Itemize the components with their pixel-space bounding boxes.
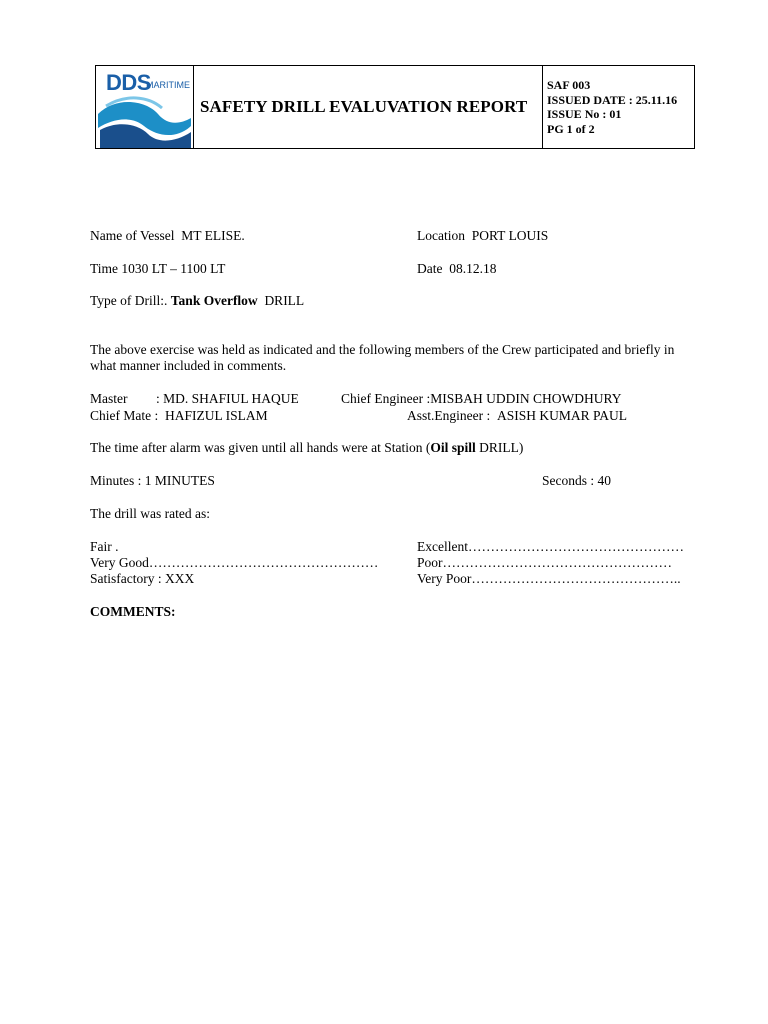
document-meta [543, 66, 694, 148]
asst-engineer-value: ASISH KUMAR PAUL [497, 408, 628, 423]
location-value: PORT LOUIS [471, 228, 549, 243]
chief-mate-value: HAFIZUL ISLAM [164, 408, 268, 423]
vessel-label: Name of Vessel [90, 228, 175, 243]
company-logo [96, 66, 194, 148]
alarm-time-line [90, 440, 523, 456]
alarm-prefix: The time after alarm was given until all hands were at Station ( [90, 440, 431, 455]
rating-fair: Fair . [90, 539, 119, 554]
drill-type-label: Type of Drill:. [90, 293, 168, 308]
chief-engineer-label: Chief Engineer : [341, 391, 431, 406]
chief-engineer-field [341, 391, 622, 407]
asst-engineer-label: Asst.Engineer : [407, 408, 491, 423]
master-field [90, 391, 299, 407]
drill-type-value: Tank Overflow [170, 293, 258, 308]
rating-very-poor: Very Poor……………………………………….. [417, 571, 681, 586]
master-label: Master [90, 391, 128, 406]
time-field [90, 261, 225, 277]
alarm-suffix: DRILL) [475, 440, 524, 455]
comments-heading: COMMENTS: [90, 604, 176, 619]
minutes-field: Minutes : 1 MINUTES [90, 473, 215, 488]
vessel-value: MT ELISE. [181, 228, 245, 243]
time-value: 1030 LT – 1100 LT [121, 261, 226, 276]
date-field [417, 261, 496, 277]
time-label: Time [90, 261, 119, 276]
chief-mate-label: Chief Mate : [90, 408, 159, 423]
chief-mate-field [90, 408, 268, 424]
rating-satisfactory: Satisfactory : XXX [90, 571, 195, 586]
chief-engineer-value: MISBAH UDDIN CHOWDHURY [430, 391, 622, 406]
seconds-field: Seconds : 40 [542, 473, 611, 488]
page-number: PG 1 of 2 [547, 121, 595, 136]
intro-line-2: what manner included in comments. [90, 358, 287, 373]
rating-very-good: Very Good…………………………………………… [90, 555, 379, 570]
date-label: Date [417, 261, 443, 276]
rating-excellent: Excellent………………………………………… [417, 539, 684, 554]
rating-poor: Poor…………………………………………… [417, 555, 673, 570]
report-title: SAFETY DRILL EVALUVATION REPORT [194, 66, 543, 148]
master-value: : MD. SHAFIUL HAQUE [156, 391, 299, 406]
location-label: Location [417, 228, 465, 243]
drill-type-suffix: DRILL [264, 293, 305, 308]
alarm-drill-name: Oil spill [430, 440, 476, 455]
document-header [95, 65, 695, 149]
vessel-field [90, 228, 245, 244]
intro-line-1: The above exercise was held as indicated and the following members of the Crew participated and briefly in [90, 342, 675, 357]
form-code: SAF 003 [547, 78, 591, 92]
date-value: 08.12.18 [449, 261, 497, 276]
issued-date: ISSUED DATE : 25.11.16 [547, 92, 678, 107]
logo-text: DDS [106, 70, 151, 95]
logo-subtext: MARITIME [146, 80, 190, 90]
rating-label: The drill was rated as: [90, 506, 210, 521]
issue-number: ISSUE No : 01 [547, 107, 622, 121]
location-field [417, 228, 548, 244]
asst-engineer-field [407, 408, 627, 424]
drill-type-field [90, 293, 304, 309]
